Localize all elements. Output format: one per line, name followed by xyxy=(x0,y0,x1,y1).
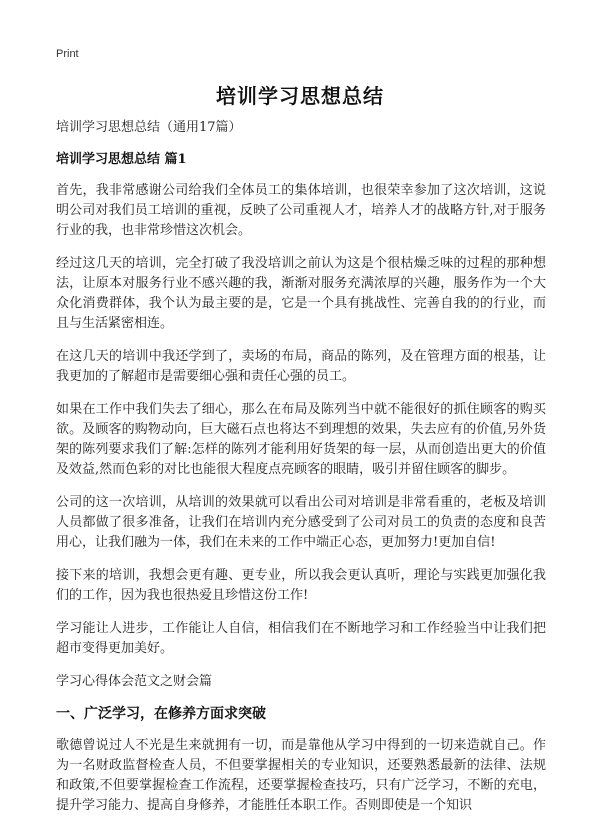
document-body xyxy=(56,118,546,828)
paragraph: 接下来的培训，我想会更有趣、更专业，所以我会更认真听，理论与实践更加强化我们的工作，因为我也很热爱且珍惜这份工作! xyxy=(56,568,546,603)
paragraph: 歌德曾说过人不光是生来就拥有一切，而是靠他从学习中得到的一切来造就自己。作为一名财政监督检查人员，不但要掌握相关的专业知识，还要熟悉最新的法律、法规和政策,不但要掌握检查工作流程，还要掌握检查技巧，只有广泛学习，不断的充电，提升学习能力、提高自身修养，才能胜任本职工作。否则即使是一个知识 xyxy=(56,738,546,813)
section-heading-2: 一、广泛学习，在修养方面求突破 xyxy=(56,706,266,722)
paragraph: 在这几天的培训中我还学到了，卖场的布局，商品的陈列，及在管理方面的根基，让我更加的了解超市是需要细心强和责任心强的员工。 xyxy=(56,349,546,384)
section-intro: 学习心得体会范文之财会篇 xyxy=(56,674,213,689)
page-title: 培训学习思想总结 xyxy=(216,84,384,108)
document-subtitle: 培训学习思想总结（通用17篇） xyxy=(56,120,242,135)
paragraph: 经过这几天的培训，完全打破了我没培训之前认为这是个很枯燥乏味的过程的那种想法，让原本对服务行业不感兴趣的我，渐渐对服务充满浓厚的兴趣，服务作为一个大众化消费群体，我个认为最主要的是，它是一个具有挑战性、完善自我的的行业，而且与生活紧密相连。 xyxy=(56,256,546,331)
section-heading-1: 培训学习思想总结 篇1 xyxy=(56,152,187,167)
paragraph: 公司的这一次培训，从培训的效果就可以看出公司对培训是非常看重的，老板及培训人员都做了很多准备，让我们在培训内充分感受到了公司对员工的负责的态度和良苦用心，让我们融为一体，我们在未来的工作中端正心态，更加努力!更加自信! xyxy=(56,495,546,550)
paragraph: 学习能让人进步，工作能让人自信，相信我们在不断地学习和工作经验当中让我们把超市变得更加美好。 xyxy=(56,621,546,656)
paragraph: 首先，我非常感谢公司给我们全体员工的集体培训，也很荣幸参加了这次培训，这说明公司对我们员工培训的重视，反映了公司重视人才，培养人才的战略方针,对于服务行业的我，也非常珍惜这次机会。 xyxy=(56,183,546,238)
paragraph: 如果在工作中我们失去了细心，那么在布局及陈列当中就不能很好的抓住顾客的购买欲。及顾客的购物动向，巨大磁石点也将达不到理想的效果，失去应有的价值,另外货架的陈列要求我们了解:怎样的陈列才能利用好货架的每一层，从而创造出更大的价值及效益,然而色彩的对比也能很大程度点亮顾客的眼睛，吸引并留住顾客的脚步。 xyxy=(56,402,546,477)
print-link[interactable]: Print xyxy=(56,48,79,60)
